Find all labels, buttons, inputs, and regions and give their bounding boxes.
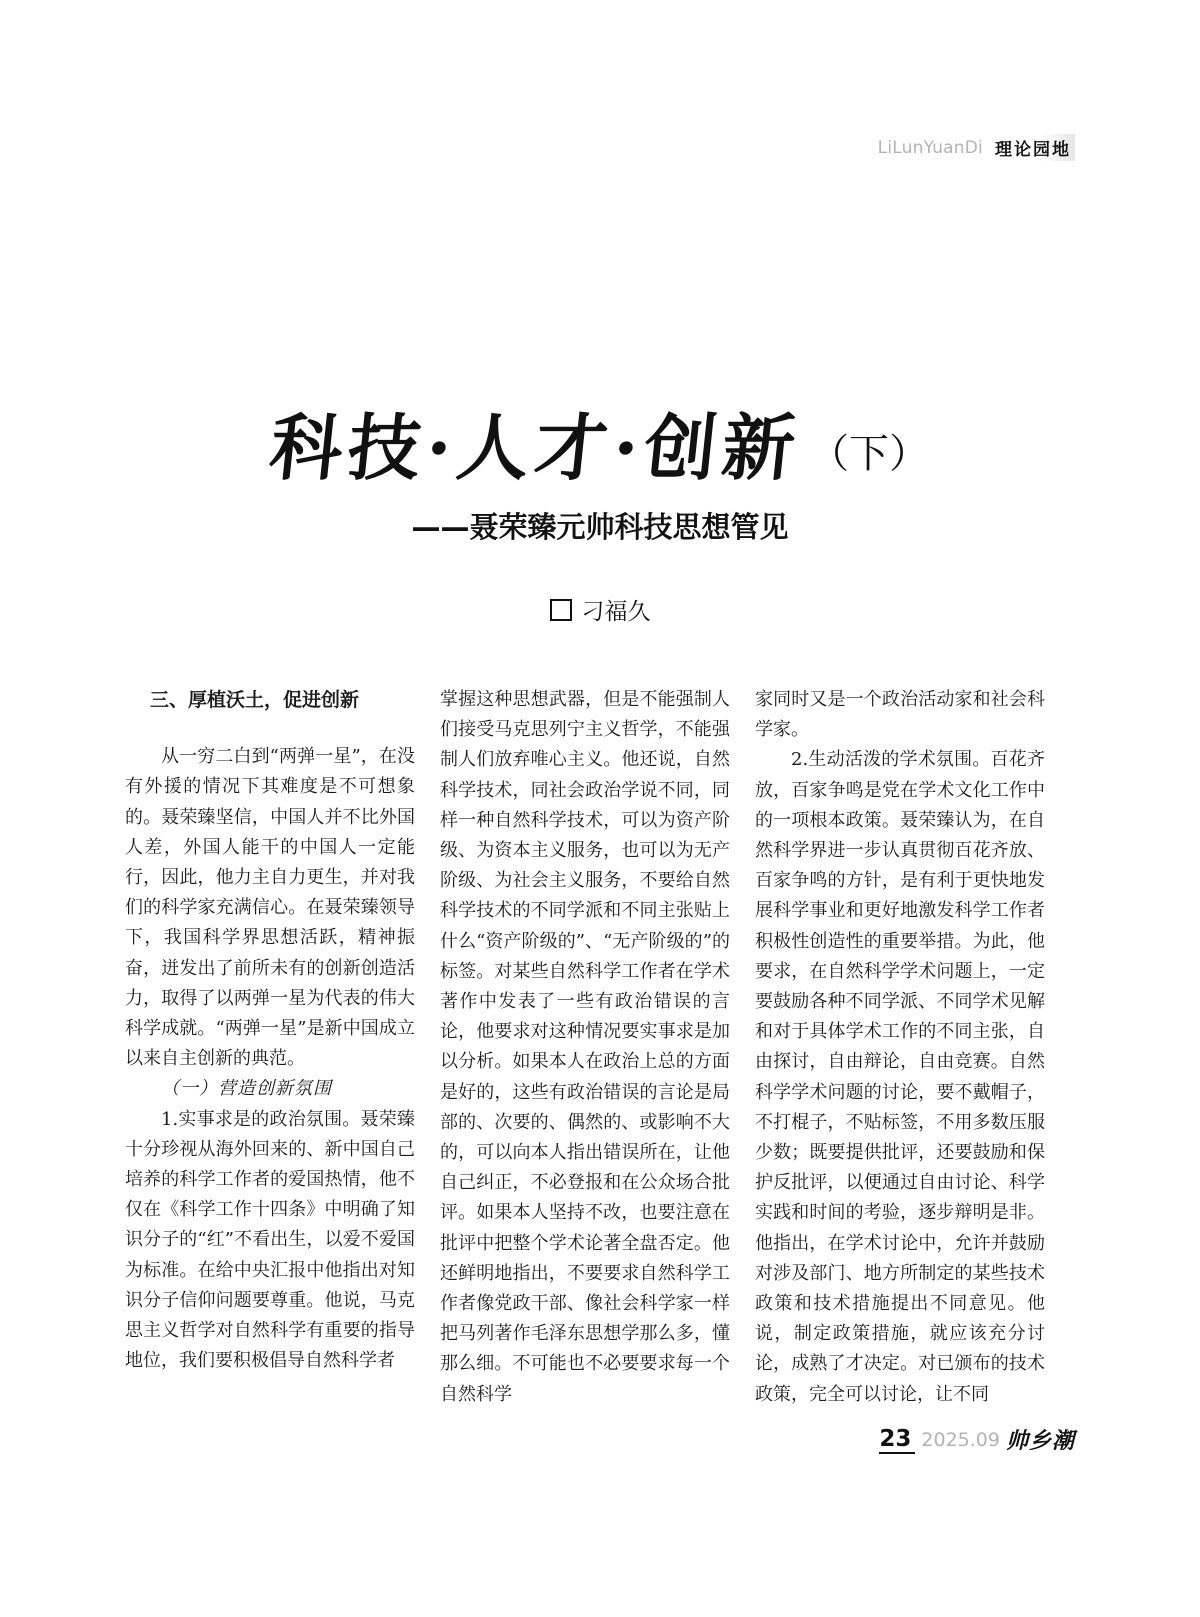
text-column-2 [440, 685, 730, 1410]
text-column-1 [125, 685, 415, 1376]
magazine-name: 帅乡潮 [1005, 1428, 1075, 1454]
article-part-label: （下） [809, 431, 930, 477]
article-title: 科技·人才·创新 [265, 405, 805, 490]
page-footer [879, 1424, 1075, 1455]
paragraph: 1.实事求是的政治氛围。聂荣臻十分珍视从海外回来的、新中国自己培养的科学工作者的爱国热情，他不仅在《科学工作十四条》中明确了知识分子的“红”不看出生，以爱不爱国为标准。在给中央汇报中他指出对知识分子信仰问题要尊重。他说，马克思主义哲学对自然科学有重要的指导地位，我们要积极倡导自然科学者 [125, 1108, 415, 1372]
author-square-icon [550, 599, 572, 621]
column-tag-latin: LiLunYuanDi [877, 137, 983, 158]
column-tag-chinese: 理论园地 [991, 134, 1075, 161]
issue-date: 2025.09 [921, 1428, 1000, 1451]
author-name: 刁福久 [581, 599, 651, 625]
paragraph: 家同时又是一个政治活动家和社会科学家。 [755, 689, 1045, 741]
paragraph: 2.生动活泼的学术氛围。百花齐放，百家争鸣是党在学术文化工作中的一项根本政策。聂荣臻认为，在自然科学界进一步认真贯彻百花齐放、百家争鸣的方针，是有利于更快地发展科学事业和更好地激发科学工作者积极性创造性的重要举措。为此，他要求，在自然科学学术问题上，一定要鼓励各种不同学派、不同学术见解和对于具体学术工作的不同主张，自由探讨，自由辩论，自由竞赛。自然科学学术问题的讨论，要不戴帽子，不打棍子，不贴标签，不用多数压服少数；既要提供批评，还要鼓励和保护反批评，以便通过自由讨论、科学实践和时间的考验，逐步辩明是非。他指出，在学术讨论中，允许并鼓励对涉及部门、地方所制定的某些技术政策和技术措施提出不同意见。他说，制定政策措施，就应该充分讨论，成熟了才决定。对已颁布的技术政策，完全可以讨论，让不同 [755, 749, 1045, 1405]
paragraph: 从一穷二白到“两弹一星”，在没有外援的情况下其难度是不可想象的。聂荣臻坚信，中国人并不比外国人差，外国人能干的中国人一定能行，因此，他力主自力更生，并对我们的科学家充满信心。在聂荣臻领导下，我国科学界思想活跃，精神振奋，迸发出了前所未有的创新创造活力，取得了以两弹一星为代表的伟大科学成就。“两弹一星”是新中国成立以来自主创新的典范。 [125, 746, 415, 1070]
section-heading: 三、厚植沃土，促进创新 [150, 689, 360, 711]
article-subtitle: ——聂荣臻元帅科技思想管见 [411, 510, 789, 544]
author-line [0, 593, 1200, 626]
article-title-block [0, 390, 1200, 494]
subsection-heading: （一）营造创新氛围 [161, 1078, 332, 1100]
page-number: 23 [879, 1426, 915, 1454]
column-tag [878, 134, 1075, 161]
text-column-3 [755, 685, 1045, 1410]
paragraph: 掌握这种思想武器，但是不能强制人们接受马克思列宁主义哲学，不能强制人们放弃唯心主义。他还说，自然科学技术，同社会政治学说不同，同样一种自然科学技术，可以为资产阶级、为资本主义服务，也可以为无产阶级、为社会主义服务，不要给自然科学技术的不同学派和不同主张贴上什么“资产阶级的”、“无产阶级的”的标签。对某些自然科学工作者在学术著作中发表了一些有政治错误的言论，他要求对这种情况要实事求是加以分析。如果本人在政治上总的方面是好的，这些有政治错误的言论是局部的、次要的、偶然的、或影响不大的，可以向本人指出错误所在，让他自己纠正，不必登报和在公众场合批评。如果本人坚持不改，也要注意在批评中把整个学术论著全盘否定。他还鲜明地指出，不要要求自然科学工作者像党政干部、像社会科学家一样把马列著作毛泽东思想学那么多，懂那么细。不可能也不必要要求每一个自然科学 [440, 689, 730, 1405]
